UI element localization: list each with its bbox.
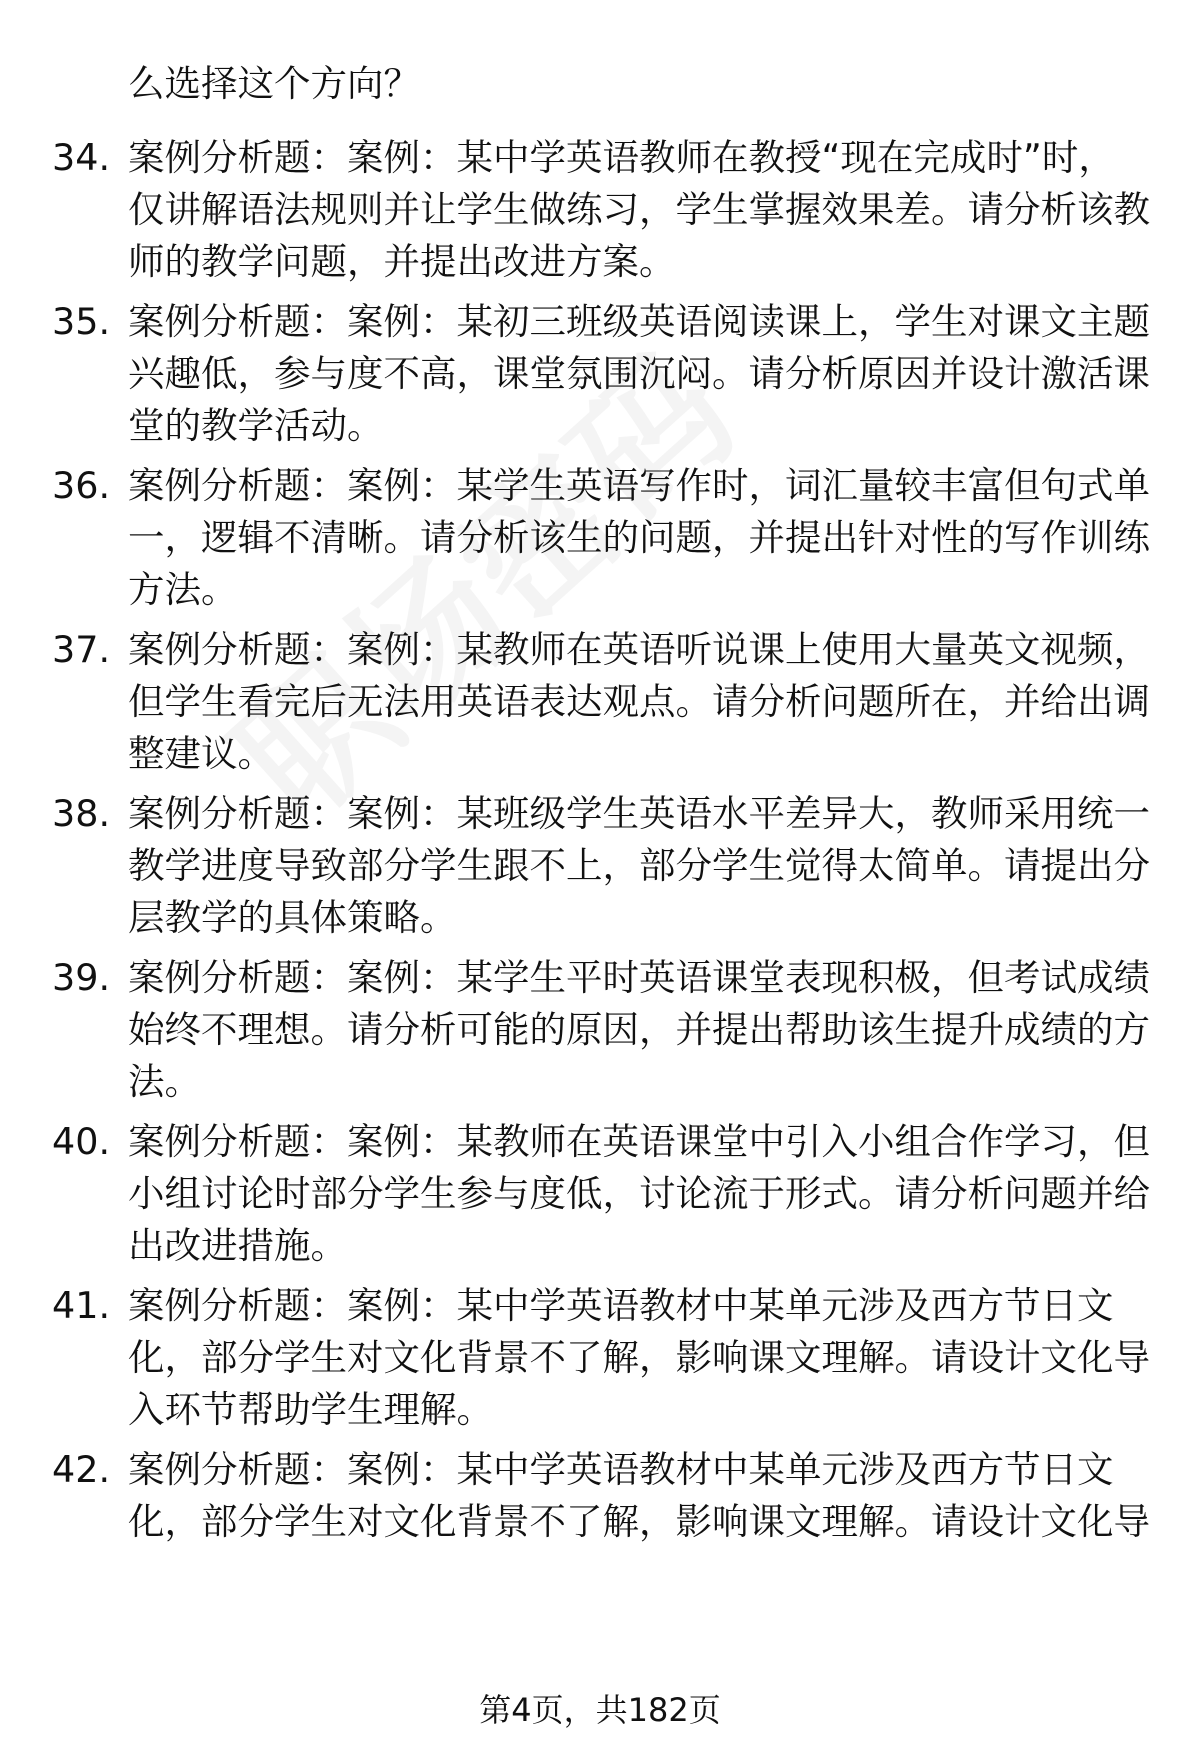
- question-text-line: 整建议。: [128, 732, 274, 775]
- continuation-line: 么选择这个方向？: [128, 62, 420, 105]
- question-number: 40.: [52, 1120, 111, 1163]
- question-text-line: 层教学的具体策略。: [128, 896, 457, 939]
- question-text-line: 案例分析题：案例：某学生平时英语课堂表现积极，但考试成绩: [128, 956, 1150, 999]
- page-footer: 第4页，共182页: [479, 1691, 721, 1729]
- question-text-line: 案例分析题：案例：某中学英语教材中某单元涉及西方节日文: [128, 1284, 1114, 1327]
- question-number: 36.: [52, 464, 111, 507]
- question-number: 37.: [52, 628, 111, 671]
- question-number: 42.: [52, 1448, 111, 1491]
- question-text: [128, 952, 1150, 1108]
- question-text-line: 案例分析题：案例：某教师在英语课堂中引入小组合作学习，但: [128, 1120, 1150, 1163]
- question-text-line: 师的教学问题，并提出改进方案。: [128, 240, 676, 283]
- question-text-line: 案例分析题：案例：某教师在英语听说课上使用大量英文视频，: [128, 628, 1150, 671]
- question-text: [128, 1280, 1150, 1436]
- question-text-line: 始终不理想。请分析可能的原因，并提出帮助该生提升成绩的方: [128, 1008, 1150, 1051]
- question-text: [128, 624, 1150, 780]
- question-text-line: 小组讨论时部分学生参与度低，讨论流于形式。请分析问题并给: [128, 1172, 1150, 1215]
- question-text-line: 堂的教学活动。: [128, 404, 384, 447]
- question-text-line: 但学生看完后无法用英语表达观点。请分析问题所在，并给出调: [128, 680, 1150, 723]
- question-text-line: 一，逻辑不清晰。请分析该生的问题，并提出针对性的写作训练: [128, 516, 1150, 559]
- question-text: [128, 296, 1150, 452]
- question-number: 35.: [52, 300, 111, 343]
- question-text-line: 案例分析题：案例：某中学英语教师在教授“现在完成时”时，: [128, 136, 1115, 179]
- question-text-line: 化，部分学生对文化背景不了解，影响课文理解。请设计文化导: [128, 1336, 1150, 1379]
- question-number: 34.: [52, 136, 111, 179]
- question-text: [128, 1444, 1150, 1548]
- question-text-line: 兴趣低，参与度不高，课堂氛围沉闷。请分析原因并设计激活课: [128, 352, 1150, 395]
- question-text-line: 方法。: [128, 568, 238, 611]
- question-number: 39.: [52, 956, 111, 999]
- question-text-line: 案例分析题：案例：某中学英语教材中某单元涉及西方节日文: [128, 1448, 1114, 1491]
- question-text-line: 化，部分学生对文化背景不了解，影响课文理解。请设计文化导: [128, 1500, 1150, 1543]
- question-text-line: 案例分析题：案例：某学生英语写作时，词汇量较丰富但句式单: [128, 464, 1150, 507]
- question-text-line: 法。: [128, 1060, 201, 1103]
- question-text: [128, 1116, 1150, 1272]
- question-text-line: 出改进措施。: [128, 1224, 347, 1267]
- question-text-line: 入环节帮助学生理解。: [128, 1388, 493, 1431]
- question-number: 38.: [52, 792, 111, 835]
- question-text-line: 教学进度导致部分学生跟不上，部分学生觉得太简单。请提出分: [128, 844, 1150, 887]
- question-text-line: 案例分析题：案例：某初三班级英语阅读课上，学生对课文主题: [128, 300, 1150, 343]
- question-text: [128, 132, 1150, 288]
- question-text: [128, 788, 1150, 944]
- question-text-line: 案例分析题：案例：某班级学生英语水平差异大，教师采用统一: [128, 792, 1150, 835]
- question-number: 41.: [52, 1284, 111, 1327]
- question-text: [128, 460, 1150, 616]
- question-text-line: 仅讲解语法规则并让学生做练习，学生掌握效果差。请分析该教: [128, 188, 1150, 231]
